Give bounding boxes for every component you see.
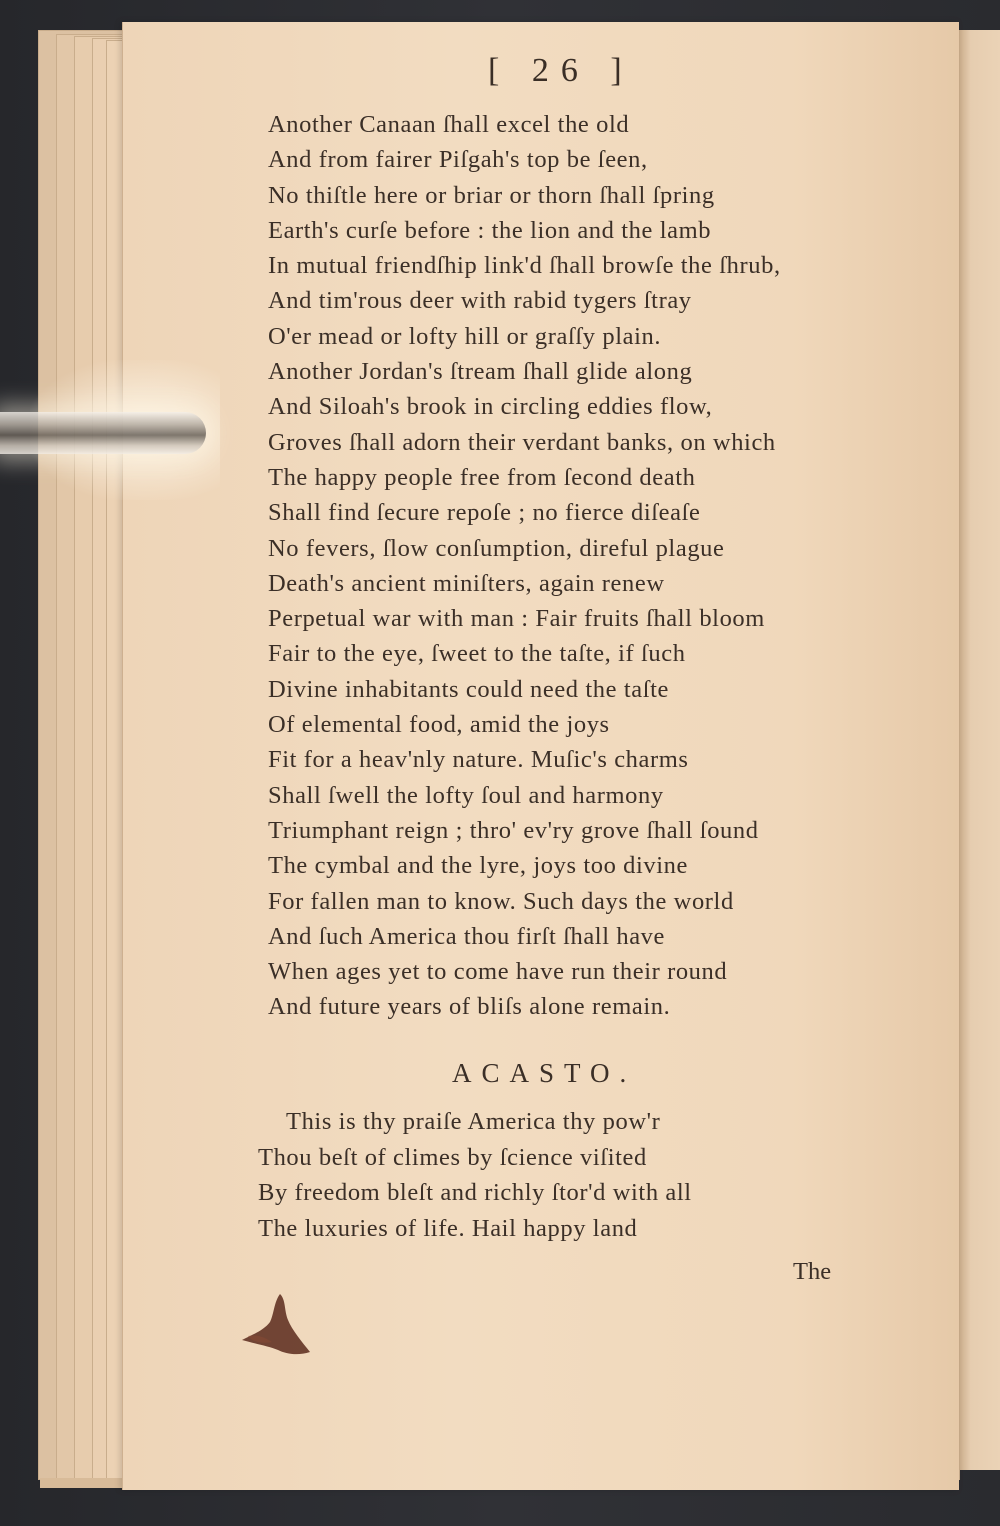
verse-line: This is thy praiſe America thy pow'r bbox=[286, 1108, 661, 1135]
poem-line: In mutual friendſhip link'd ſhall browſe the ſhrub, bbox=[268, 252, 781, 280]
poem-line: Death's ancient miniſters, again renew bbox=[268, 569, 665, 597]
poem-line: And ſuch America thou firſt ſhall have bbox=[268, 922, 665, 950]
poem-line: Of elemental food, amid the joys bbox=[268, 711, 610, 739]
speaker-heading: ACASTO. bbox=[452, 1058, 637, 1088]
poem-line: No fevers, ſlow conſumption, direful plague bbox=[268, 534, 725, 562]
glass-page-weight bbox=[0, 412, 206, 454]
poem-line: Groves ſhall adorn their verdant banks, on which bbox=[268, 428, 776, 456]
poem-line: Fair to the eye, ſweet to the taſte, if ſuch bbox=[268, 640, 686, 668]
poem-line: For fallen man to know. Such days the world bbox=[268, 887, 734, 915]
poem-line: The cymbal and the lyre, joys too divine bbox=[268, 852, 688, 880]
poem-line: Triumphant reign ; thro' ev'ry grove ſhall ſound bbox=[268, 816, 759, 844]
poem-line: No thiſtle here or briar or thorn ſhall ſpring bbox=[268, 181, 715, 209]
poem-line: And Siloah's brook in circling eddies flow, bbox=[268, 393, 713, 421]
poem-line: Fit for a heav'nly nature. Muſic's charms bbox=[268, 746, 689, 774]
facing-page-edge bbox=[958, 30, 1000, 1470]
poem-line: And tim'rous deer with rabid tygers ſtray bbox=[268, 287, 692, 315]
poem-line: Another Jordan's ſtream ſhall glide along bbox=[268, 358, 693, 386]
poem-body bbox=[268, 107, 781, 1025]
poem-line: The happy people free from ſecond death bbox=[268, 463, 696, 491]
verse-line: Thou beſt of climes by ſcience viſited bbox=[258, 1143, 647, 1171]
poem-line: Earth's curſe before : the lion and the lamb bbox=[268, 216, 712, 244]
poem-line: When ages yet to come have run their round bbox=[268, 958, 728, 986]
poem-line: And future years of bliſs alone remain. bbox=[268, 993, 671, 1021]
verse-line: By freedom bleſt and richly ſtor'd with all bbox=[258, 1179, 692, 1206]
page-number: [ 26 ] bbox=[488, 52, 634, 89]
verse-line: The luxuries of life. Hail happy land bbox=[258, 1214, 638, 1242]
ink-stain-icon bbox=[228, 1290, 318, 1362]
poem-line: Divine inhabitants could need the taſte bbox=[268, 675, 669, 703]
speaker-verse bbox=[258, 1104, 692, 1246]
poem-line: O'er mead or lofty hill or graſſy plain. bbox=[268, 322, 662, 350]
poem-line: Shall ſwell the lofty ſoul and harmony bbox=[268, 781, 664, 809]
poem-line: Perpetual war with man : Fair fruits ſhall bloom bbox=[268, 605, 765, 633]
poem-line: And from fairer Piſgah's top be ſeen, bbox=[268, 146, 648, 174]
poem-line: Shall find ſecure repoſe ; no fierce diſeaſe bbox=[268, 499, 701, 527]
poem-line: Another Canaan ſhall excel the old bbox=[268, 111, 630, 138]
catchword: The bbox=[793, 1258, 832, 1285]
